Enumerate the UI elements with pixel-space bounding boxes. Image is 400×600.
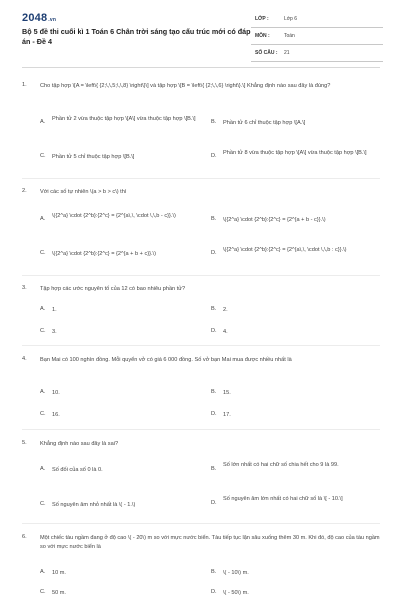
option-letter: C. bbox=[40, 328, 46, 334]
question-text: Khẳng định nào sau đây là sai? bbox=[40, 441, 119, 447]
meta-value-question-count: 21 bbox=[284, 50, 290, 56]
option-text: 1. bbox=[52, 307, 57, 313]
question-divider bbox=[22, 275, 380, 276]
question-number: 5. bbox=[22, 440, 27, 446]
option-text: \( - 50\) m. bbox=[223, 590, 249, 596]
meta-row-question-count bbox=[251, 48, 383, 62]
document-title: Bộ 5 đề thi cuối kì 1 Toán 6 Chân trời sáng tạo cấu trúc mới có đáp án - Đề 4 bbox=[22, 27, 251, 46]
header-divider bbox=[22, 67, 380, 68]
option-text: \({2^a} \cdot {2^b}:{2^c} = {2^{a + b - c}}.\) bbox=[223, 217, 326, 223]
question-divider bbox=[22, 178, 380, 179]
option-letter: C. bbox=[40, 153, 46, 159]
question-number: 1. bbox=[22, 82, 27, 88]
option-letter: D. bbox=[211, 589, 217, 595]
option-text: Số nguyên âm nhỏ nhất là \( - 1.\) bbox=[52, 502, 136, 508]
question-number: 6. bbox=[22, 534, 27, 540]
question-text: Bạn Mai có 100 nghìn đồng. Mỗi quyển vở có giá 6 000 đồng. Số vở bạn Mai mua được nhiều nhất là bbox=[40, 357, 292, 363]
site-logo[interactable] bbox=[22, 12, 56, 24]
option-letter: C. bbox=[40, 250, 46, 256]
option-text: 17. bbox=[223, 412, 231, 418]
option-text: Phần tử 2 vừa thuộc tập hợp \[A\] vừa thuộc tập hợp \[B.\] bbox=[52, 116, 196, 122]
option-letter: A. bbox=[40, 389, 46, 395]
option-letter: C. bbox=[40, 411, 46, 417]
option-letter: B. bbox=[211, 389, 217, 395]
question-divider bbox=[22, 429, 380, 430]
option-text: Số lớn nhất có hai chữ số chia hết cho 9 là 99. bbox=[223, 462, 339, 468]
option-text: Số đối của số 0 là 0. bbox=[52, 467, 103, 473]
option-text: Phần tử 5 chỉ thuộc tập hợp \[B.\] bbox=[52, 154, 135, 160]
logo-suffix: .vn bbox=[48, 17, 57, 23]
meta-label-question-count: SỐ CÂU : bbox=[255, 50, 278, 56]
option-letter: D. bbox=[211, 328, 217, 334]
exam-meta-box bbox=[251, 14, 383, 65]
question-text: Cho tập hợp \[A = \left\{ {2;\,\,5;\,\,8} \right\}\] và tập hợp \[B = \left\{ {2;\,\,6} \right\}.\] Khẳng định nào sau đây là đúng? bbox=[40, 83, 331, 89]
option-text: 10 m. bbox=[52, 570, 66, 576]
option-letter: D. bbox=[211, 500, 217, 506]
option-letter: A. bbox=[40, 466, 46, 472]
option-letter: B. bbox=[211, 569, 217, 575]
option-letter: C. bbox=[40, 589, 46, 595]
option-text: 15. bbox=[223, 390, 231, 396]
option-text: Phần tử 6 chỉ thuộc tập hợp \[A.\] bbox=[223, 120, 306, 126]
option-letter: A. bbox=[40, 119, 46, 125]
option-letter: C. bbox=[40, 501, 46, 507]
logo-text: 2048 bbox=[22, 12, 48, 24]
option-letter: A. bbox=[40, 569, 46, 575]
meta-label-subject: MÔN : bbox=[255, 33, 270, 39]
option-text: 10. bbox=[52, 390, 60, 396]
option-text: 3. bbox=[52, 329, 57, 335]
option-letter: A. bbox=[40, 306, 46, 312]
option-letter: B. bbox=[211, 306, 217, 312]
option-letter: B. bbox=[211, 216, 217, 222]
option-text: 4. bbox=[223, 329, 228, 335]
question-divider bbox=[22, 345, 380, 346]
option-text: 16. bbox=[52, 412, 60, 418]
option-letter: A. bbox=[40, 216, 46, 222]
option-letter: D. bbox=[211, 250, 217, 256]
question-divider bbox=[22, 523, 380, 524]
page-header bbox=[0, 0, 400, 62]
meta-row-class bbox=[251, 14, 383, 28]
meta-row-subject bbox=[251, 31, 383, 45]
option-text: \( - 10\) m. bbox=[223, 570, 249, 576]
question-text: Tập hợp các ước nguyên tố của 12 có bao nhiêu phần tử? bbox=[40, 286, 186, 292]
question-number: 2. bbox=[22, 188, 27, 194]
question-text: Với các số tự nhiên \(a > b > c\) thì bbox=[40, 189, 127, 195]
option-text: \({2^a} \cdot {2^b}:{2^c} = {2^{a + b + c}}.\) bbox=[52, 251, 156, 257]
option-text: \({2^a} \cdot {2^b}:{2^c} = {2^{a\,\, \cdot \,\,b - c}}.\) bbox=[52, 213, 176, 219]
option-letter: D. bbox=[211, 411, 217, 417]
meta-value-class: Lớp 6 bbox=[284, 16, 298, 22]
option-text: Phần tử 8 vừa thuộc tập hợp \[A\] vừa thuộc tập hợp \[B.\] bbox=[223, 150, 367, 156]
question-number: 3. bbox=[22, 285, 27, 291]
option-text: 2. bbox=[223, 307, 228, 313]
question-text: Một chiếc tàu ngầm đang ở độ cao \( - 20\) m so với mực nước biển. Tàu tiếp tục lặn sâu xuống thêm 30 m. Khi đó, độ cao của tàu ngầm so với mực nước biển là bbox=[40, 535, 380, 550]
meta-value-subject: Toán bbox=[284, 33, 295, 39]
question-number: 4. bbox=[22, 356, 27, 362]
option-text: Số nguyên âm lớn nhất có hai chữ số là \[ - 10.\] bbox=[223, 496, 343, 502]
meta-label-class: LỚP : bbox=[255, 16, 269, 22]
option-text: 50 m. bbox=[52, 590, 66, 596]
option-text: \({2^a} \cdot {2^b}:{2^c} = {2^{a\,\, \cdot \,\,b : c}}.\) bbox=[223, 247, 347, 253]
option-letter: B. bbox=[211, 119, 217, 125]
option-letter: B. bbox=[211, 466, 217, 472]
option-letter: D. bbox=[211, 153, 217, 159]
